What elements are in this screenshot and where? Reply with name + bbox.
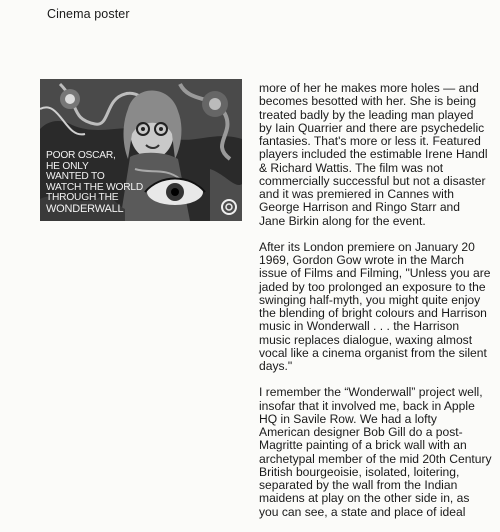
text-line: music replaces dialogue, waxing almost (259, 332, 473, 347)
poster-title-line: WANTED TO (46, 171, 105, 183)
text-line: & Richard Wattis. The film was not (259, 160, 444, 175)
text-line: After its London premiere on January 20 (259, 239, 475, 254)
text-line: swinging half-myth, you might quite enjoy (259, 292, 481, 307)
article-text-column (259, 82, 499, 532)
text-line: days." (259, 359, 293, 373)
text-line: maidens at play on the other side in, as (259, 491, 470, 506)
text-line: more of her he makes more holes — and (259, 81, 479, 95)
text-line: you can see, a state and place of ideal (259, 504, 466, 519)
poster-title-line: WATCH THE WORLD (46, 181, 143, 193)
text-line: issue of Films and Filming, "Unless you are (259, 266, 491, 281)
text-line: HQ in Savile Row. We had a lofty (259, 411, 437, 426)
text-line: commercially successful but not a disaster (259, 173, 486, 188)
text-line: vocal like a cinema organist from the silent (259, 345, 487, 360)
text-line: 1969, Gordon Gow wrote in the March (259, 253, 465, 267)
text-line: players included the estimable Irene Handl (259, 147, 488, 162)
poster-title-line: HE ONLY (46, 160, 89, 172)
poster-title-text (46, 151, 143, 215)
paragraph (259, 386, 499, 519)
poster-title-line: POOR OSCAR, (46, 150, 116, 161)
poster-title-line: WONDERWALL (46, 202, 124, 215)
text-line: music in Wonderwall . . . the Harrison (259, 319, 460, 334)
text-line: American designer Bob Gill do a post- (259, 425, 463, 439)
paragraph (259, 241, 499, 374)
text-line: by Iain Quarrier and there are psychedelic (259, 120, 485, 135)
poster-title-line: THROUGH THE (46, 192, 119, 204)
cinema-poster-image (40, 79, 242, 221)
text-line: and it was premiered in Cannes with (259, 187, 454, 201)
text-line: British bourgeoisie, isolated, loitering, (259, 464, 460, 479)
text-line: treated badly by the leading man played (259, 107, 474, 122)
text-line: insofar that it involved me, back in Apple (259, 398, 475, 413)
text-line: fantasies. That's more or less it. Featured (259, 134, 481, 148)
text-line: archetypal member of the mid 20th Century (259, 451, 492, 466)
text-line: Magritte painting of a brick wall with an (259, 438, 467, 453)
text-line: separated by the wall from the Indian (259, 478, 458, 492)
text-line: Jane Birkin along for the event. (259, 213, 426, 228)
figure-caption: Cinema poster (47, 7, 130, 21)
text-line: George Harrison and Ringo Starr and (259, 200, 460, 215)
paragraph (259, 82, 499, 228)
text-line: the blending of bright colours and Harrison (259, 306, 487, 320)
text-line: becomes besotted with her. She is being (259, 94, 477, 109)
text-line: I remember the “Wonderwall” project well, (259, 385, 483, 400)
text-line: jaded by too prolonged an exposure to the (259, 279, 486, 294)
